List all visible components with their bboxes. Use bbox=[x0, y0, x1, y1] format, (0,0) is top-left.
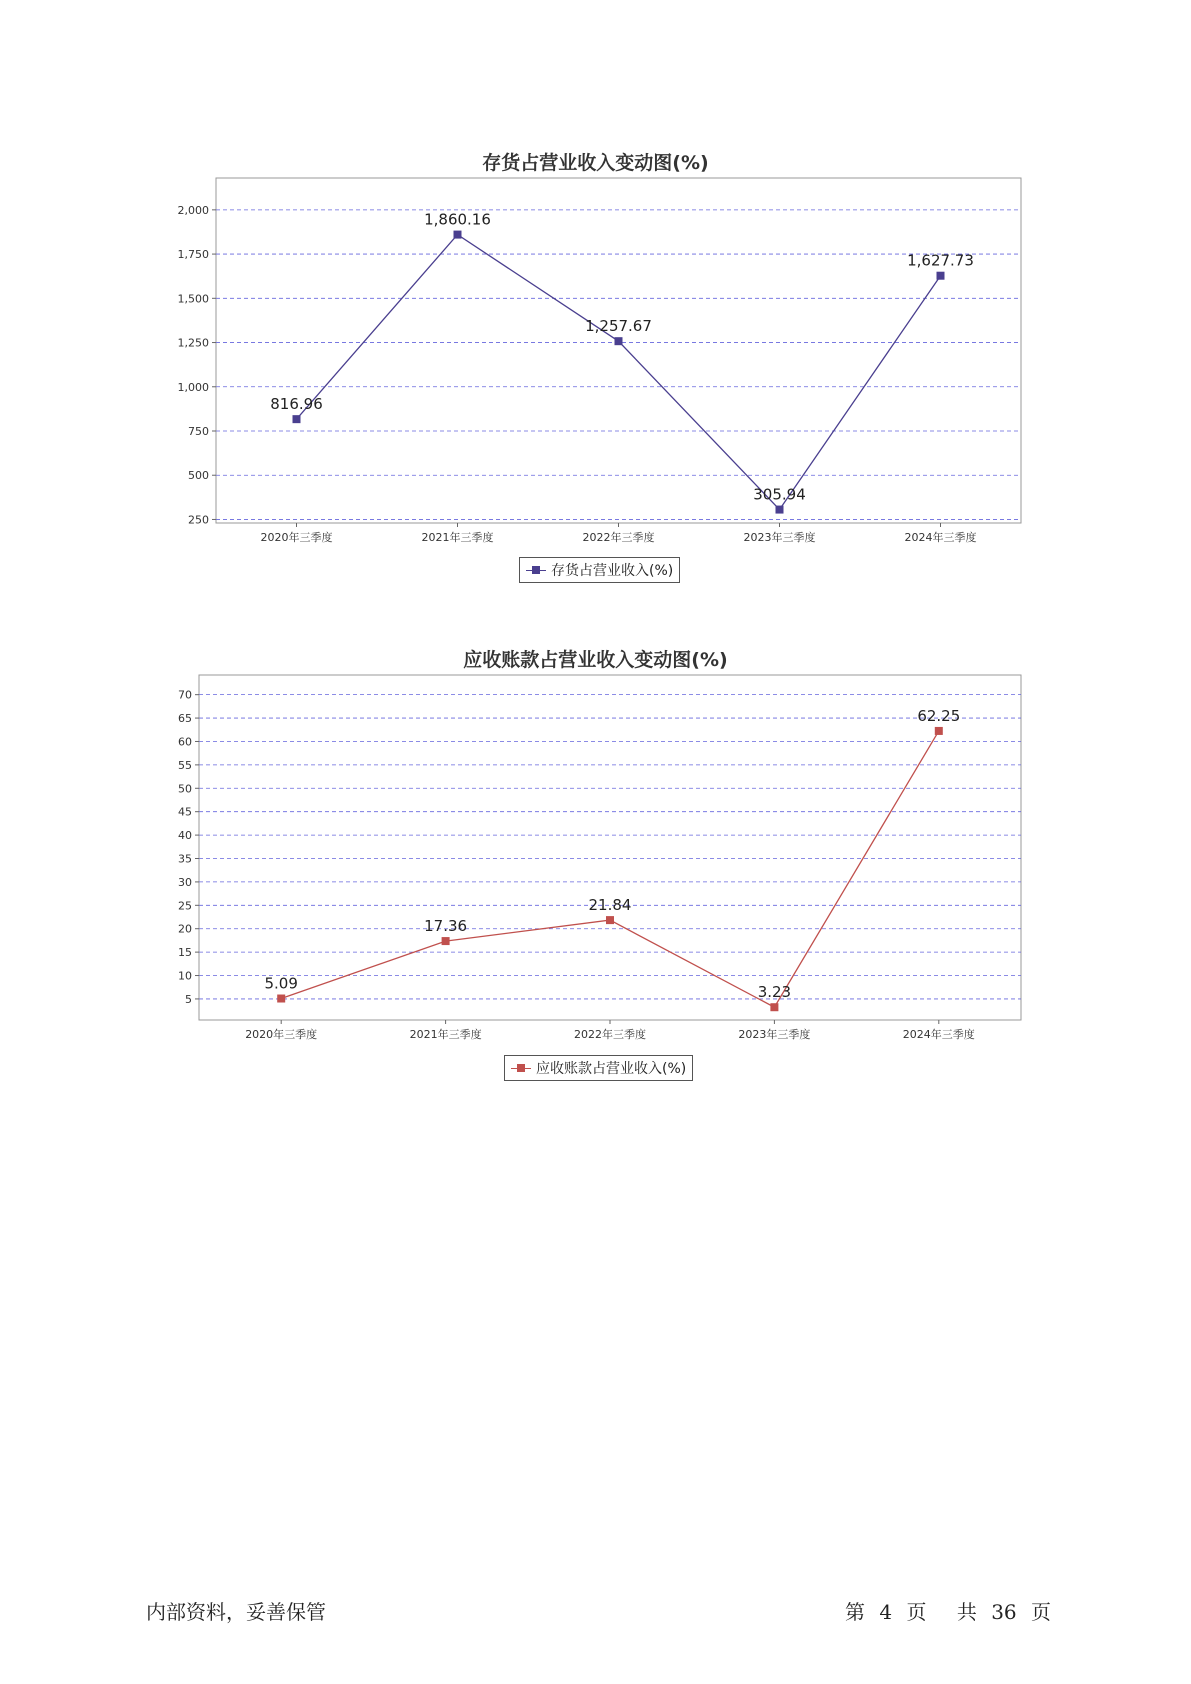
chart1-plot bbox=[0, 175, 1191, 544]
chart2-data-point bbox=[770, 1003, 778, 1011]
chart1-data-point bbox=[776, 506, 784, 514]
chart2-plot-area bbox=[199, 675, 1021, 1020]
chart1-ytick-label: 500 bbox=[188, 469, 209, 483]
chart2-ytick-label: 30 bbox=[178, 875, 192, 889]
page-number: 4 bbox=[879, 1600, 893, 1624]
chart2-xtick-label: 2023年三季度 bbox=[738, 1028, 811, 1041]
total-prefix: 共 bbox=[956, 1600, 977, 1624]
chart2-title: 应收账款占营业收入变动图(%) bbox=[463, 649, 728, 671]
chart2-ytick-label: 60 bbox=[178, 735, 192, 749]
chart2-xtick-label: 2024年三季度 bbox=[902, 1028, 975, 1041]
total-pages: 36 bbox=[991, 1600, 1017, 1624]
footer-confidential-note: 内部资料，妥善保管 bbox=[146, 1600, 326, 1624]
chart2-legend-marker-icon bbox=[511, 1062, 531, 1074]
chart2-data-label: 17.36 bbox=[424, 917, 468, 936]
chart2-ytick-label: 25 bbox=[178, 899, 192, 913]
chart1-legend-marker-icon bbox=[526, 564, 546, 576]
page-unit: 页 bbox=[906, 1600, 927, 1624]
chart1-ytick-label: 1,250 bbox=[177, 336, 209, 350]
chart2-xtick-label: 2021年三季度 bbox=[409, 1028, 482, 1041]
chart1-data-label: 816.96 bbox=[270, 395, 323, 414]
chart2-legend-label: 应收账款占营业收入(%) bbox=[536, 1061, 687, 1077]
chart1-data-label: 1,627.73 bbox=[907, 251, 974, 270]
chart2-data-label: 5.09 bbox=[264, 974, 298, 993]
chart2-data-label: 21.84 bbox=[588, 896, 632, 915]
chart2-data-point bbox=[277, 995, 285, 1003]
chart2-data-point bbox=[606, 916, 614, 924]
chart2-ytick-label: 45 bbox=[178, 805, 192, 819]
chart1-ytick-label: 250 bbox=[188, 513, 209, 527]
chart2-ytick-label: 50 bbox=[178, 782, 192, 796]
chart2-ytick-label: 70 bbox=[178, 688, 192, 702]
chart2-ytick-label: 35 bbox=[178, 852, 192, 866]
chart2-data-label: 62.25 bbox=[917, 706, 961, 725]
chart2-ytick-label: 15 bbox=[178, 946, 192, 960]
chart1-ytick-label: 1,000 bbox=[177, 380, 209, 394]
chart2-ytick-label: 65 bbox=[178, 712, 192, 726]
chart1-ytick-label: 1,500 bbox=[177, 292, 209, 306]
chart1-xtick-label: 2022年三季度 bbox=[582, 531, 655, 544]
chart2-legend bbox=[504, 1055, 693, 1081]
chart2-xtick-label: 2020年三季度 bbox=[245, 1028, 318, 1041]
chart1-xtick-label: 2023年三季度 bbox=[743, 531, 816, 544]
chart1-data-label: 305.94 bbox=[753, 485, 806, 504]
chart1-legend-label: 存货占营业收入(%) bbox=[551, 563, 674, 579]
chart1-data-label: 1,860.16 bbox=[424, 210, 491, 229]
chart1-data-point bbox=[454, 231, 462, 239]
chart2-data-label: 3.23 bbox=[757, 983, 792, 1002]
chart2-ytick-label: 10 bbox=[178, 969, 192, 983]
chart1-legend bbox=[519, 557, 680, 583]
chart2-plot bbox=[0, 672, 1191, 1041]
chart1-data-label: 1,257.67 bbox=[585, 317, 652, 336]
chart2-ytick-label: 40 bbox=[178, 829, 192, 843]
chart2-data-point bbox=[442, 937, 450, 945]
chart1-plot-area bbox=[216, 178, 1021, 523]
chart2-ytick-label: 55 bbox=[178, 758, 192, 772]
chart1-data-point bbox=[615, 337, 623, 345]
chart1-xtick-label: 2021年三季度 bbox=[421, 531, 494, 544]
chart1-xtick-label: 2024年三季度 bbox=[904, 531, 977, 544]
chart1-ytick-label: 750 bbox=[188, 425, 209, 438]
chart1-ytick-label: 2,000 bbox=[177, 203, 209, 217]
chart1-ytick-label: 1,750 bbox=[177, 248, 209, 262]
chart2-xtick-label: 2022年三季度 bbox=[574, 1028, 646, 1041]
chart1-title: 存货占营业收入变动图(%) bbox=[482, 152, 709, 174]
chart2-ytick-label: 5 bbox=[185, 992, 192, 1006]
chart2-ytick-label: 20 bbox=[178, 922, 192, 936]
footer-page-info bbox=[837, 1596, 1051, 1625]
chart1-xtick-label: 2020年三季度 bbox=[260, 531, 333, 544]
page-prefix: 第 bbox=[845, 1600, 866, 1624]
chart1-data-point bbox=[937, 272, 945, 280]
total-unit: 页 bbox=[1031, 1600, 1051, 1624]
chart1-data-point bbox=[293, 415, 301, 423]
chart2-data-point bbox=[935, 727, 943, 735]
